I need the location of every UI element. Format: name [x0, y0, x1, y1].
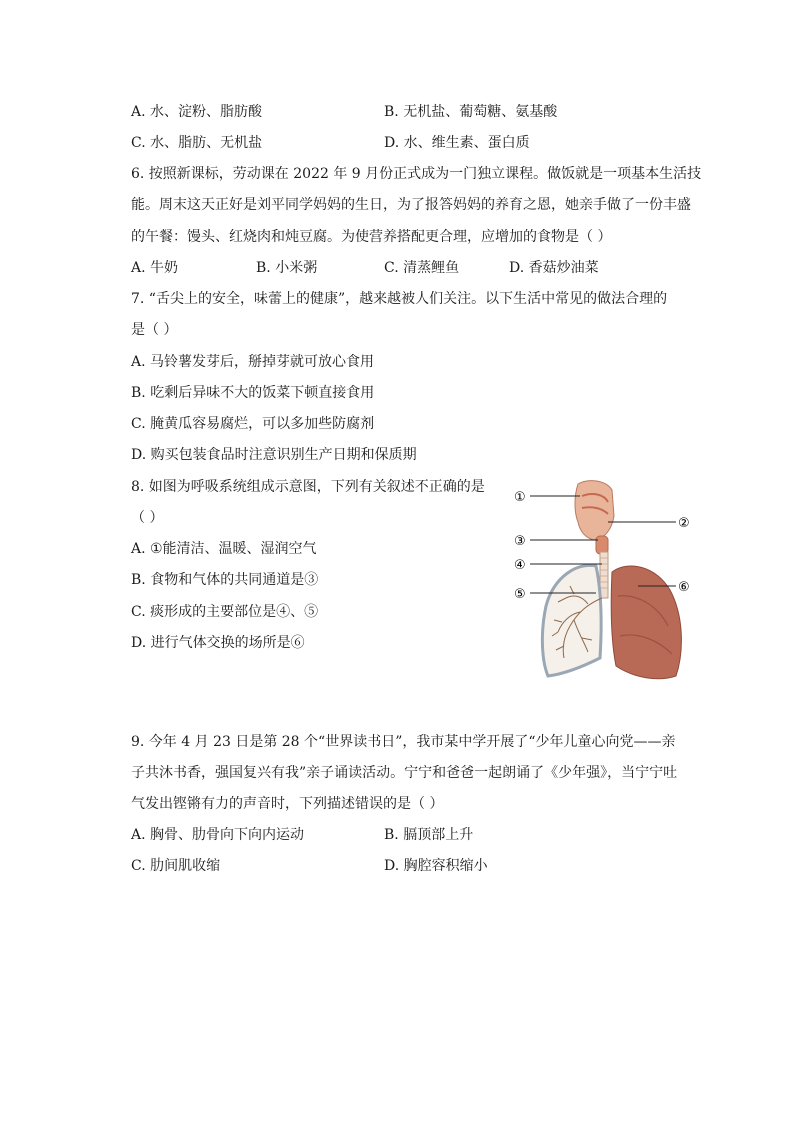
respiratory-system-figure: [508, 476, 708, 690]
q5-option-c: C. 水、脂肪、无机盐: [131, 135, 263, 151]
q6-stem-line-2: 能。周末这天正好是刘平同学妈妈的生日，为了报答妈妈的养育之恩，她亲手做了一份丰盛: [131, 197, 691, 213]
q9-option-b: B. 膈顶部上升: [384, 827, 474, 843]
q9-stem-line-2: 子共沐书香，强国复兴有我”亲子诵读活动。宁宁和爸爸一起朗诵了《少年强》，当宁宁吐: [131, 765, 678, 781]
q7-stem-line-2: 是（ ）: [131, 322, 178, 338]
q6-stem-line-3: 的午餐：馒头、红烧肉和炖豆腐。为使营养搭配更合理，应增加的食物是（ ）: [131, 229, 612, 245]
q8-stem-line-1: 8. 如图为呼吸系统组成示意图，下列有关叙述不正确的是: [131, 479, 485, 495]
q6-option-a: A. 牛奶: [131, 260, 179, 276]
q5-option-a: A. 水、淀粉、脂肪酸: [131, 104, 263, 120]
q9-option-d: D. 胸腔容积缩小: [384, 858, 488, 874]
q9-stem-line-1: 9. 今年 4 月 23 日是第 28 个“世界读书日”，我市某中学开展了“少年儿童心向党——亲: [131, 734, 676, 750]
larynx-shape: [596, 536, 608, 554]
q5-option-b: B. 无机盐、葡萄糖、氨基酸: [384, 104, 558, 120]
q9-option-c: C. 肋间肌收缩: [131, 858, 221, 874]
q6-option-b: B. 小米粥: [256, 260, 318, 276]
q7-option-b: B. 吃剩后异味不大的饭菜下顿直接食用: [131, 385, 375, 401]
q6-stem-line-1: 6. 按照新课标，劳动课在 2022 年 9 月份正式成为一门独立课程。做饭就是一项基本生活技: [131, 166, 702, 182]
nasal-cavity-shape: [575, 481, 614, 540]
q8-option-c: C. 痰形成的主要部位是④、⑤: [131, 604, 319, 620]
q8-stem-line-2: （ ）: [131, 510, 164, 526]
figure-label-1: ①: [514, 490, 526, 505]
q8-option-d: D. 进行气体交换的场所是⑥: [131, 635, 305, 651]
q7-option-c: C. 腌黄瓜容易腐烂，可以多加些防腐剂: [131, 416, 375, 432]
q7-option-a: A. 马铃薯发芽后，掰掉芽就可放心食用: [131, 354, 375, 370]
figure-label-2: ②: [678, 516, 690, 531]
q5-option-d: D. 水、维生素、蛋白质: [384, 135, 530, 151]
q7-option-d: D. 购买包装食品时注意识别生产日期和保质期: [131, 447, 417, 463]
q6-option-c: C. 清蒸鲤鱼: [384, 260, 460, 276]
respiratory-system-diagram: [508, 476, 708, 690]
figure-label-4: ④: [514, 558, 526, 573]
q8-option-a: A. ①能清洁、温暖、湿润空气: [131, 541, 317, 557]
figure-label-3: ③: [514, 534, 526, 549]
q8-option-b: B. 食物和气体的共同通道是③: [131, 572, 319, 588]
right-lung-shape: [611, 566, 681, 679]
left-lung-section: [542, 565, 601, 676]
figure-label-5: ⑤: [514, 587, 526, 602]
q9-stem-line-3: 气发出铿锵有力的声音时，下列描述错误的是（ ）: [131, 796, 444, 812]
q6-option-d: D. 香菇炒油菜: [509, 260, 599, 276]
figure-label-6: ⑥: [678, 580, 690, 595]
q9-option-a: A. 胸骨、肋骨向下向内运动: [131, 827, 305, 843]
q7-stem-line-1: 7. “舌尖上的安全，味蕾上的健康”，越来越被人们关注。以下生活中常见的做法合理的: [131, 291, 668, 307]
